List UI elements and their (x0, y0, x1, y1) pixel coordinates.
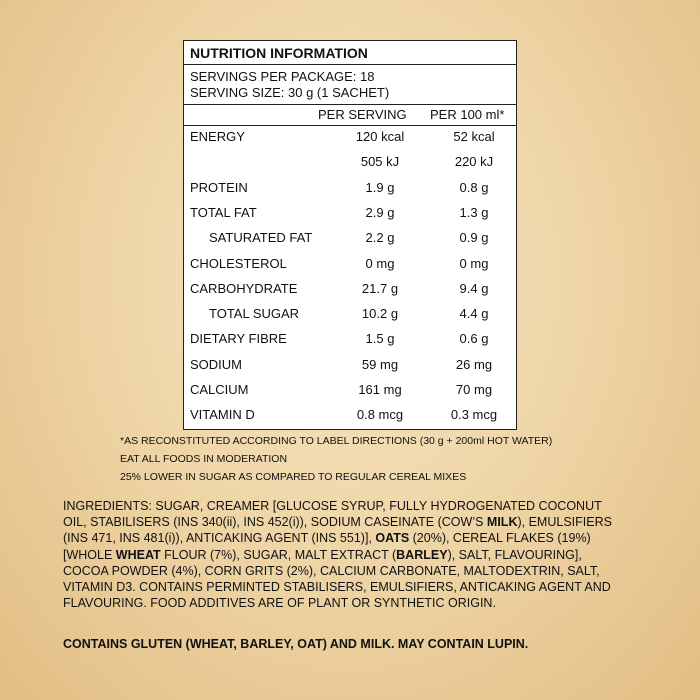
ingredients-line: VITAMIN D3. CONTAINS PERMINTED STABILISERS, EMULSIFIERS, ANTICAKING AGENT AND (63, 580, 611, 595)
per-serving-value: 10.2 g (361, 306, 399, 322)
ingredients-line: OIL, STABILISERS (INS 340(ii), INS 452(i)), SODIUM CASEINATE (COW’S MILK), EMULSIFIERS (63, 515, 612, 530)
per-100ml-value: 0 mg (459, 255, 489, 271)
moderation-note: EAT ALL FOODS IN MODERATION (120, 453, 288, 465)
per-100ml-value: 26 mg (455, 356, 493, 372)
nutrient-label: DIETARY FIBRE (190, 331, 287, 347)
per-100ml-value: 0.8 g (459, 179, 489, 195)
nutrient-row (184, 204, 516, 222)
nutrient-row (184, 255, 516, 273)
per-serving-value: 1.5 g (365, 331, 395, 347)
ingredients-list (63, 498, 643, 611)
ingredients-line: COCOA POWDER (4%), CORN GRITS (2%), CALCIUM CARBONATE, MALTODEXTRIN, SALT, (63, 563, 600, 578)
nutrient-row (184, 153, 516, 171)
per-100ml-value: 220 kJ (454, 154, 494, 170)
per-serving-value: 120 kcal (355, 129, 405, 144)
per-100ml-value: 52 kcal (453, 129, 495, 144)
ingredients-line: [WHOLE WHEAT FLOUR (7%), SUGAR, MALT EXTRACT (BARLEY), SALT, FLAVOURING], (63, 547, 582, 562)
per-100ml-value: 4.4 g (459, 306, 489, 322)
ingredients-line: FLAVOURING. FOOD ADDITIVES ARE OF PLANT OR SYNTHETIC ORIGIN. (63, 596, 496, 611)
per-serving-value: 59 mg (361, 356, 399, 372)
nutrient-label: CARBOHYDRATE (190, 280, 298, 296)
col-header-per-serving: PER SERVING (318, 107, 407, 122)
nutrient-row (184, 229, 516, 247)
ingredients-line: INGREDIENTS: SUGAR, CREAMER [GLUCOSE SYRUP, FULLY HYDROGENATED COCONUT (63, 499, 602, 513)
nutrient-row (184, 128, 516, 146)
nutrient-row (184, 406, 516, 424)
per-100ml-value: 70 mg (455, 382, 493, 397)
nutrient-row (184, 280, 516, 298)
per-100ml-value: 0.3 mcg (450, 407, 498, 423)
per-serving-value: 161 mg (358, 382, 402, 397)
nutrient-row (184, 330, 516, 348)
col-header-per-100ml: PER 100 ml* (430, 107, 505, 122)
footnotes (120, 434, 552, 488)
per-serving-value: 1.9 g (365, 179, 395, 195)
nutrient-row (184, 305, 516, 323)
nutrient-label: SATURATED FAT (209, 230, 313, 246)
nutrient-label: VITAMIN D (190, 407, 255, 423)
divider (184, 104, 516, 105)
nutrient-label: CALCIUM (190, 382, 249, 397)
nutrient-label: ENERGY (190, 129, 245, 144)
nutrient-label: TOTAL SUGAR (209, 306, 300, 322)
per-serving-value: 2.2 g (365, 230, 395, 246)
sugar-claim: 25% LOWER IN SUGAR AS COMPARED TO REGULAR CEREAL MIXES (120, 471, 467, 483)
nutrient-label: TOTAL FAT (190, 204, 257, 220)
per-serving-value: 0 mg (365, 255, 395, 271)
nutrition-panel (183, 40, 517, 430)
ingredients-line: (INS 471, INS 481(i)), ANTICAKING AGENT (INS 551)], OATS (20%), CEREAL FLAKES (19%) (63, 531, 591, 546)
panel-title: NUTRITION INFORMATION (184, 41, 516, 65)
reconstitution-note: *AS RECONSTITUTED ACCORDING TO LABEL DIRECTIONS (30 g + 200ml HOT WATER) (120, 435, 553, 447)
per-serving-value: 2.9 g (365, 204, 395, 220)
per-100ml-value: 9.4 g (459, 280, 489, 296)
per-100ml-value: 1.3 g (459, 204, 489, 220)
per-100ml-value: 0.9 g (459, 230, 489, 246)
allergen-statement: CONTAINS GLUTEN (WHEAT, BARLEY, OAT) AND MILK. MAY CONTAIN LUPIN. (63, 637, 529, 651)
nutrient-label: SODIUM (190, 356, 242, 372)
per-serving-value: 505 kJ (360, 154, 400, 170)
nutrient-label: PROTEIN (190, 179, 248, 195)
servings-per-package: SERVINGS PER PACKAGE: 18 (190, 69, 375, 84)
per-serving-value: 0.8 mcg (356, 407, 404, 423)
per-serving-value: 21.7 g (361, 280, 399, 296)
nutrient-row (184, 356, 516, 374)
nutrient-label: CHOLESTEROL (190, 255, 287, 271)
divider (184, 125, 516, 126)
per-100ml-value: 0.6 g (459, 331, 489, 347)
serving-size: SERVING SIZE: 30 g (1 SACHET) (190, 85, 390, 100)
nutrient-row (184, 381, 516, 399)
nutrient-row (184, 179, 516, 197)
